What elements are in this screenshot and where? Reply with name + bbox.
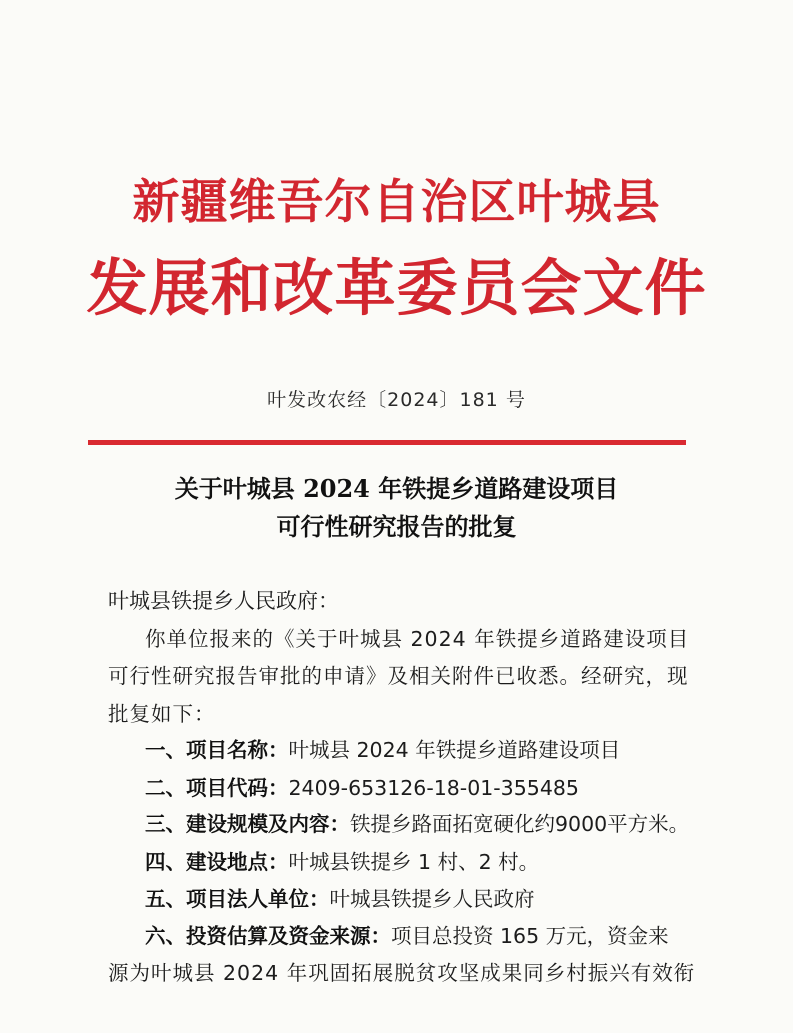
approval-item-scale-content xyxy=(145,807,689,837)
item-label: 一、项目名称： xyxy=(145,738,289,762)
intro-paragraph-line-1: 你单位报来的《关于叶城县 2024 年铁提乡道路建设项目 xyxy=(145,627,690,651)
item-label: 二、项目代码： xyxy=(145,776,289,800)
approval-item-project-code xyxy=(145,771,579,801)
document-number: 叶发改农经〔2024〕181 号 xyxy=(267,389,526,411)
addressee: 叶城县铁提乡人民政府： xyxy=(108,589,339,613)
intro-paragraph-line-3: 批复如下： xyxy=(108,702,216,726)
document-title-line-2: 可行性研究报告的批复 xyxy=(276,512,517,541)
item-value: 项目总投资 165 万元，资金来 xyxy=(391,924,669,948)
approval-item-location xyxy=(145,845,539,875)
approval-item-legal-entity xyxy=(145,882,535,912)
red-divider-rule xyxy=(88,440,686,445)
item-value: 叶城县铁提乡人民政府 xyxy=(329,887,535,911)
issuing-org-line-1: 新疆维吾尔自治区叶城县 xyxy=(132,175,661,230)
document-title-line-1: 关于叶城县 2024 年铁提乡道路建设项目 xyxy=(174,474,619,503)
issuing-org-line-2: 发展和改革委员会文件 xyxy=(86,253,707,324)
item-value: 铁提乡路面拓宽硬化约9000平方米。 xyxy=(350,812,690,836)
item-label: 五、项目法人单位： xyxy=(145,887,330,911)
item-label: 六、投资估算及资金来源： xyxy=(145,924,391,948)
approval-item-project-name xyxy=(145,733,620,763)
item-value: 叶城县铁提乡 1 村、2 村。 xyxy=(288,850,540,874)
item-value: 2409-653126-18-01-355485 xyxy=(288,776,579,800)
intro-paragraph-line-2: 可行性研究报告审批的申请》及相关附件已收悉。经研究，现 xyxy=(108,664,689,688)
item-value: 叶城县 2024 年铁提乡道路建设项目 xyxy=(288,738,621,762)
item-label: 三、建设规模及内容： xyxy=(145,812,350,836)
item-label: 四、建设地点： xyxy=(145,850,289,874)
investment-continuation-line: 源为叶城县 2024 年巩固拓展脱贫攻坚成果同乡村振兴有效衔 xyxy=(108,961,696,985)
approval-item-investment xyxy=(145,919,669,949)
